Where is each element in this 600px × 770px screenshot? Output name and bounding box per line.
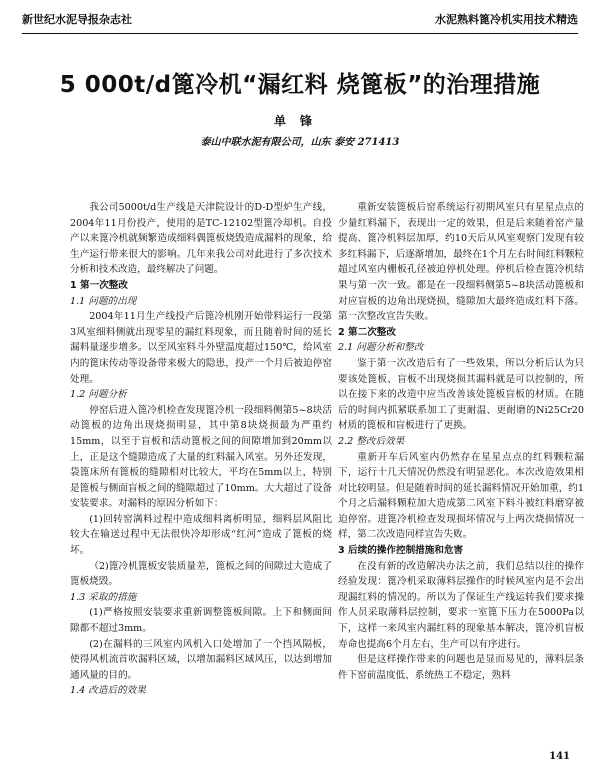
paragraph: 重新开车后风室内仍然存在星星点点的红料颗粒漏下，运行十几天情况仍然没有明显恶化。本次改造效果相对比较明显。但是随着时间的延长漏料情况开始加重，约1个月之后漏料颗粒加大造成第二风室下料斗被红料磨穿被迫停窑。进篦冷机检查发现损坏情况与上两次烧损情况一样，第二次改造同样宣告失败。 <box>338 451 584 541</box>
paragraph: 重新安装篦板后窑系统运行初期风室只有星星点点的少量红料漏下，表现出一定的效果，但是后来随着窑产量提高、篦冷机料层加厚，约10天后从风室观察门发现有较多红料漏下，后逐渐增加，最终在1个月左右时间红料颗粒超过风室内栅板孔径被迫停机处理。停机后检查篦冷机结果与第一次一致。都是在一段细料侧第5~8块活动篦板和对应盲板的边角出现烧损，缝隙加大最终造成红料下落。第一次整改宣告失败。 <box>338 202 584 323</box>
header-rule <box>22 33 578 34</box>
paragraph: 鉴于第一次改造后有了一些效果，所以分析后认为只要该处篦板、盲板不出现烧损其漏料就是可以控制的，所以在接下来的改造中应当改善该处篦板盲板的材质。在随后的时间内抓紧联系加工了更耐温、更耐磨的Ni25Cr20材质的篦板和盲板进行了更换。 <box>338 357 584 432</box>
right-column <box>338 200 584 683</box>
paragraph: （2)篦冷机篦板安装质量差，篦板之间的间隙过大造成了篦板烧毁。 <box>70 560 332 588</box>
article-title: 5 000t/d篦冷机“漏红料 烧篦板”的治理措施 <box>59 72 541 98</box>
paragraph: 我公司5000t/d生产线是天津院设计的D-D型炉生产线，2004年11月份投产，使用的是TC-12102型篦冷却机。自投产以来篦冷机就频繁造成细料偶篦板烧毁造成漏料的现象，给生产运行带来很大的影响。几年来我公司对此进行了多次技术分析和技术改造，最终解决了问题。 <box>70 202 332 276</box>
subsection-heading: 2.1 问题分析和整改 <box>338 342 424 354</box>
section-heading: 2 第二次整改 <box>338 326 396 338</box>
author: 单锋 <box>273 114 326 128</box>
affiliation: 泰山中联水泥有限公司，山东 泰安 271413 <box>200 137 400 148</box>
section-heading: 3 后续的操作控制措施和危害 <box>338 545 464 557</box>
paragraph: (1)严格按照安装要求重新调整篦板间隙。上下和侧面间隙都不超过3mm。 <box>70 607 332 635</box>
paragraph: 在没有新的改造解决办法之前，我们总结以往的操作经验发现：篦冷机采取薄料层操作的时候风室内是不会出现漏红料的情况的。所以为了保证生产线运转我们要求操作人员采取薄料层控制，要求一室篦下压力在5000Pa以下，这样一来风室内漏红料的现象基本解决，篦冷机盲板寿命也提高6个月左右，生产可以有序进行。 <box>338 560 584 650</box>
subsection-heading: 2.2 整改后效果 <box>338 435 405 447</box>
subsection-heading: 1.2 问题分析 <box>70 389 127 401</box>
header-journal: 新世纪水泥导报杂志社 <box>22 13 132 26</box>
paragraph: 2004年11月生产线投产后篦冷机刚开始带料运行一段第3风室细料侧就出现零星的漏红料现象，而且随着时间的延长漏料量逐步增多。以至风室料斗外壁温度超过150℃，给风室内的篦床传动等设备带来极大的隐患，投产一个月后被迫停窑处理。 <box>70 311 332 385</box>
subsection-heading: 1.1 问题的出现 <box>70 295 137 307</box>
running-header <box>22 6 578 32</box>
paragraph: 停窑后进入篦冷机检查发现篦冷机一段细料侧第5~8块活动篦板的边角出现烧损明显，其中第8块烧损最为严重约15mm，以至于盲板和活动篦板之间的间隙增加到20mm以上，正是这个缝隙造成了大量的红料漏入风室。另外还发现， 袋篦床所有篦板的缝隙相对比较大，平均在5mm以上，特别是篦板与侧面盲板之间的缝隙超过了10mm。大大超过了设备安装要求。对漏料的原因分析如下： <box>70 404 332 510</box>
section-heading: 1 第一次整改 <box>70 279 128 291</box>
header-collection: 水泥熟料篦冷机实用技术精选 <box>435 13 578 26</box>
paragraph: (2)在漏料的三风室内风机入口处增加了一个挡风隔板，使得风机流首吹漏料区域，以增加漏料区域风压，以达到增加通风量的目的。 <box>70 638 332 681</box>
paragraph: (1)回转窑满料过程中造成细料离析明显，细料层风阻比较大在输送过程中无法很快冷却形成“红河”造成了篦板的烧坏。 <box>70 513 332 557</box>
subsection-heading: 1.3 采取的措施 <box>70 591 137 603</box>
paragraph: 但是这样操作带来的问题也是显而易见的，薄料层条件下窑前温度低、系统热工不稳定，熟料 <box>338 654 584 681</box>
left-column <box>70 200 332 699</box>
subsection-heading: 1.4 改造后的效果 <box>70 685 146 697</box>
page-number: 141 <box>549 751 570 762</box>
